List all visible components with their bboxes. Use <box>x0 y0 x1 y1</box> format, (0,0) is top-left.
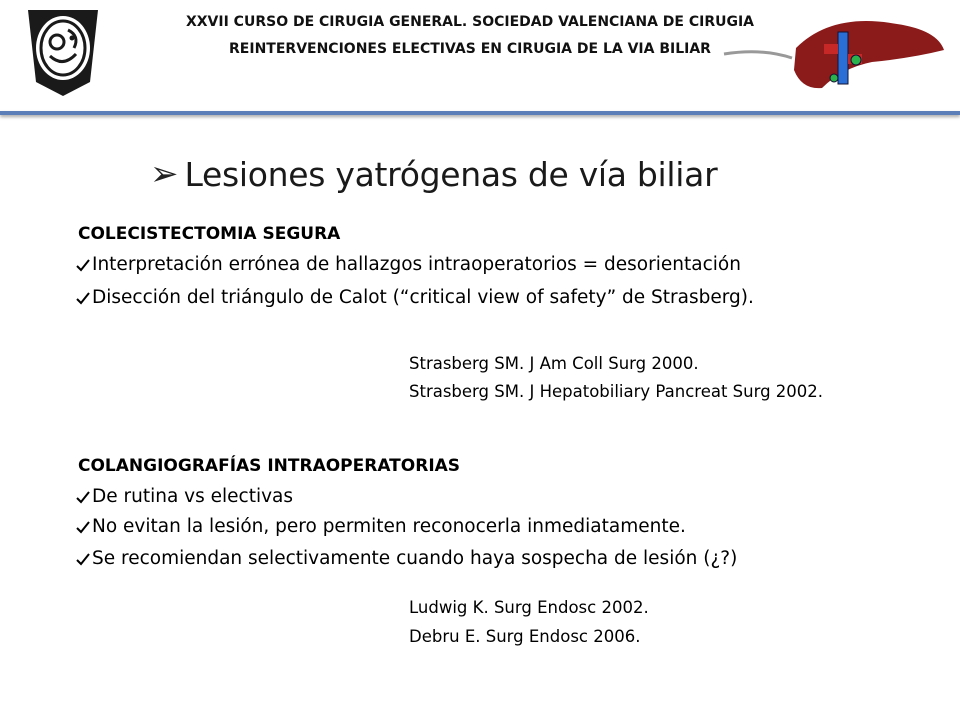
reference: Strasberg SM. J Hepatobiliary Pancreat Surg 2002. <box>409 382 824 401</box>
slide-title <box>150 144 717 204</box>
list-item <box>76 548 737 569</box>
checkmark-icon <box>76 552 90 566</box>
header-session-title: REINTERVENCIONES ELECTIVAS EN CIRUGIA DE LA VIA BILIAR <box>229 41 711 57</box>
bullet-text: No evitan la lesión, pero permiten reconocerla inmediatamente. <box>92 516 686 537</box>
bullet-text: Se recomiendan selectivamente cuando haya sospecha de lesión (¿?) <box>92 548 738 569</box>
section-heading-colangiografias: COLANGIOGRAFÍAS INTRAOPERATORIAS <box>78 456 461 476</box>
slide-title-text: Lesiones yatrógenas de vía biliar <box>184 154 718 194</box>
header-divider <box>0 111 960 115</box>
checkmark-icon <box>76 520 90 534</box>
reference: Ludwig K. Surg Endosc 2002. <box>409 598 649 617</box>
list-item <box>76 516 686 537</box>
liver-biliary-logo <box>722 18 947 90</box>
section-heading-colecistectomia: COLECISTECTOMIA SEGURA <box>78 224 341 244</box>
reference: Strasberg SM. J Am Coll Surg 2000. <box>409 354 699 373</box>
checkmark-icon <box>76 490 90 504</box>
checkmark-icon <box>76 258 90 272</box>
list-item <box>76 254 741 275</box>
checkmark-icon <box>76 291 90 305</box>
header-course-title: XXVII CURSO DE CIRUGIA GENERAL. SOCIEDAD VALENCIANA DE CIRUGIA <box>185 14 755 30</box>
bullet-text: Disección del triángulo de Calot (“critical view of safety” de Strasberg). <box>92 287 754 308</box>
reference: Debru E. Surg Endosc 2006. <box>409 627 641 646</box>
bullet-text: Interpretación errónea de hallazgos intraoperatorios = desorientación <box>92 254 741 275</box>
list-item <box>76 287 754 308</box>
list-item <box>76 486 293 507</box>
bullet-text: De rutina vs electivas <box>92 486 294 507</box>
arrow-right-icon: ➢ <box>150 155 179 193</box>
